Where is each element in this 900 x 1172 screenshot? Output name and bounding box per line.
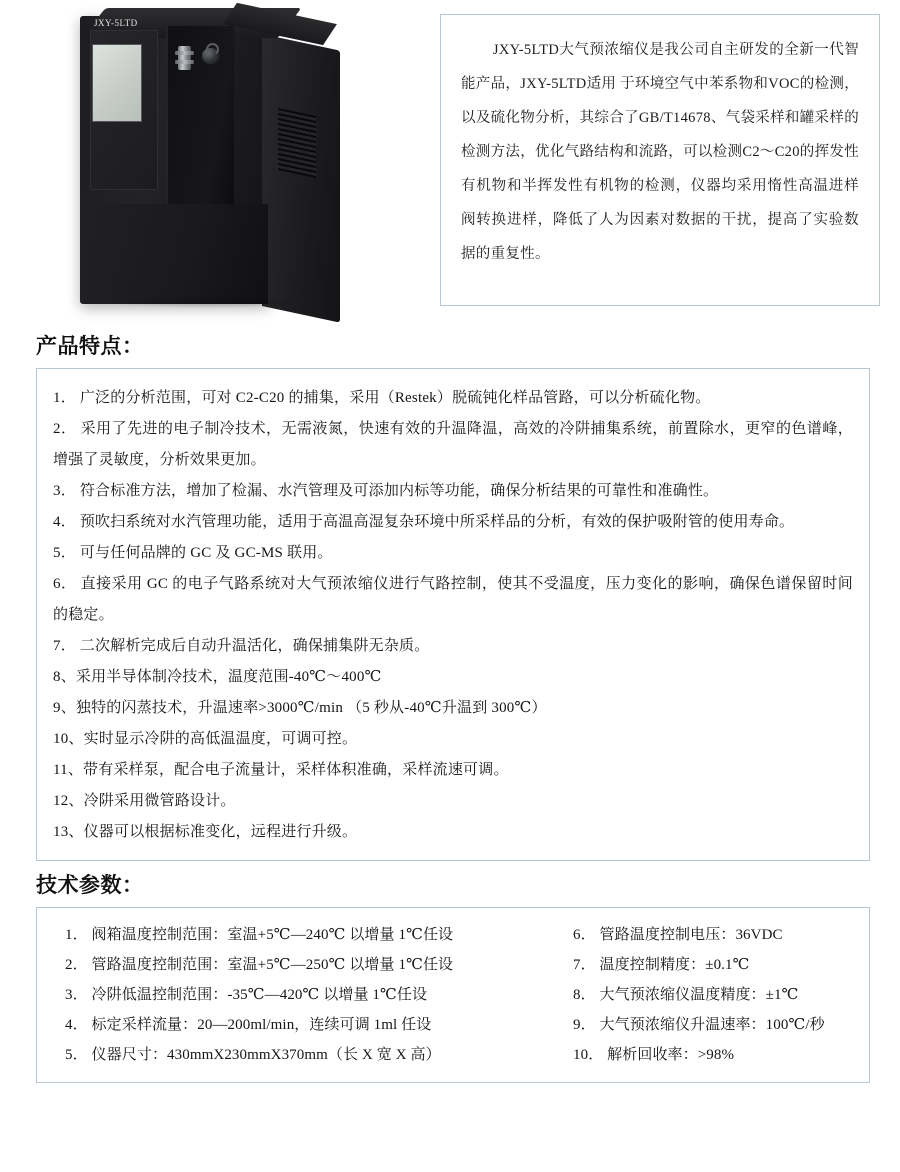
tech-param-item: 9． 大气预浓缩仪升温速率：100℃/秒: [573, 1017, 825, 1033]
feature-item: 11、带有采样泵，配合电子流量计，采样体积准确，采样流速可调。: [53, 762, 509, 778]
ventilation-slots: [278, 108, 316, 178]
tech-param-item: 6． 管路温度控制电压：36VDC: [573, 927, 783, 943]
instrument-side-panel: [262, 34, 340, 323]
tech-param-item: 10． 解析回收率：>98%: [573, 1047, 735, 1063]
instrument-shadow: [98, 296, 318, 308]
tech-param-item: 1． 阀箱温度控制范围：室温+5℃—240℃ 以增量 1℃任设: [65, 927, 454, 943]
instrument-illustration: [80, 8, 340, 308]
feature-item: 5． 可与任何品牌的 GC 及 GC-MS 联用。: [53, 545, 333, 561]
features-box: [36, 368, 870, 861]
feature-item: 8、采用半导体制冷技术，温度范围-40℃～400℃: [53, 669, 382, 685]
tech-params-heading: 技术参数：: [36, 873, 144, 897]
tech-param-item: 8． 大气预浓缩仪温度精度：±1℃: [573, 987, 799, 1003]
tech-param-item: 7． 温度控制精度：±0.1℃: [573, 957, 750, 973]
tech-params-box: [36, 907, 870, 1083]
tech-param-item: 4． 标定采样流量：20—200ml/min，连续可调 1ml 任设: [65, 1017, 432, 1033]
instrument-display-screen: [92, 44, 142, 122]
feature-item: 12、冷阱采用微管路设计。: [53, 793, 236, 809]
instrument-base-panel: [86, 204, 268, 304]
top-section: [0, 0, 900, 322]
feature-item: 6． 直接采用 GC 的电子气路系统对大气预浓缩仪进行气路控制，使其不受温度，压力变化的影响，确保色谱保留时间的稳定。: [53, 576, 853, 623]
description-box: [440, 14, 880, 306]
product-photo: [0, 0, 440, 320]
feature-item: 4． 预吹扫系统对水汽管理功能，适用于高温高湿复杂环境中所采样品的分析，有效的保护吸附管的使用寿命。: [53, 514, 795, 530]
knob-icon: [202, 48, 219, 64]
feature-item: 10、实时显示冷阱的高低温温度，可调可控。: [53, 731, 358, 747]
feature-item: 7． 二次解析完成后自动升温活化，确保捕集阱无杂质。: [53, 638, 430, 654]
feature-item: 3． 符合标准方法，增加了检漏、水汽管理及可添加内标等功能，确保分析结果的可靠性和准确性。: [53, 483, 719, 499]
tech-param-item: 2． 管路温度控制范围：室温+5℃—250℃ 以增量 1℃任设: [65, 957, 454, 973]
valve-fitting-icon: [178, 46, 191, 70]
tech-param-item: 3． 冷阱低温控制范围：-35℃—420℃ 以增量 1℃任设: [65, 987, 428, 1003]
description-text: JXY-5LTD大气预浓缩仪是我公司自主研发的全新一代智能产品，JXY-5LTD适用 于环境空气中苯系物和VOC的检测，以及硫化物分析，其综合了GB/T14678、气袋采样和罐采样的检测方法，优化气路结构和流路，可以检测C2～C20的挥发性有机物和半挥发性有机物的检测，仪器均采用惰性高温进样阀转换进样，降低了人为因素对数据的干扰，提高了实验数据的重复性。: [461, 42, 859, 262]
tech-params-right-column: [565, 920, 855, 1070]
tech-params-left-column: [51, 920, 559, 1070]
feature-item: 9、独特的闪蒸技术，升温速率>3000℃/min （5 秒从-40℃升温到 300℃）: [53, 700, 547, 716]
feature-item: 13、仪器可以根据标准变化，远程进行升级。: [53, 824, 358, 840]
instrument-model-label: JXY-5LTD: [94, 18, 138, 28]
feature-item: 1． 广泛的分析范围，可对 C2-C20 的捕集，采用（Restek）脱硫钝化样品管路，可以分析硫化物。: [53, 390, 711, 406]
features-heading: 产品特点：: [36, 334, 144, 358]
feature-item: 2． 采用了先进的电子制冷技术，无需液氮，快速有效的升温降温，高效的冷阱捕集系统，前置除水，更窄的色谱峰，增强了灵敏度，分析效果更加。: [53, 421, 853, 468]
tech-param-item: 5． 仪器尺寸：430mmX230mmX370mm（长 X 宽 X 高）: [65, 1047, 441, 1063]
